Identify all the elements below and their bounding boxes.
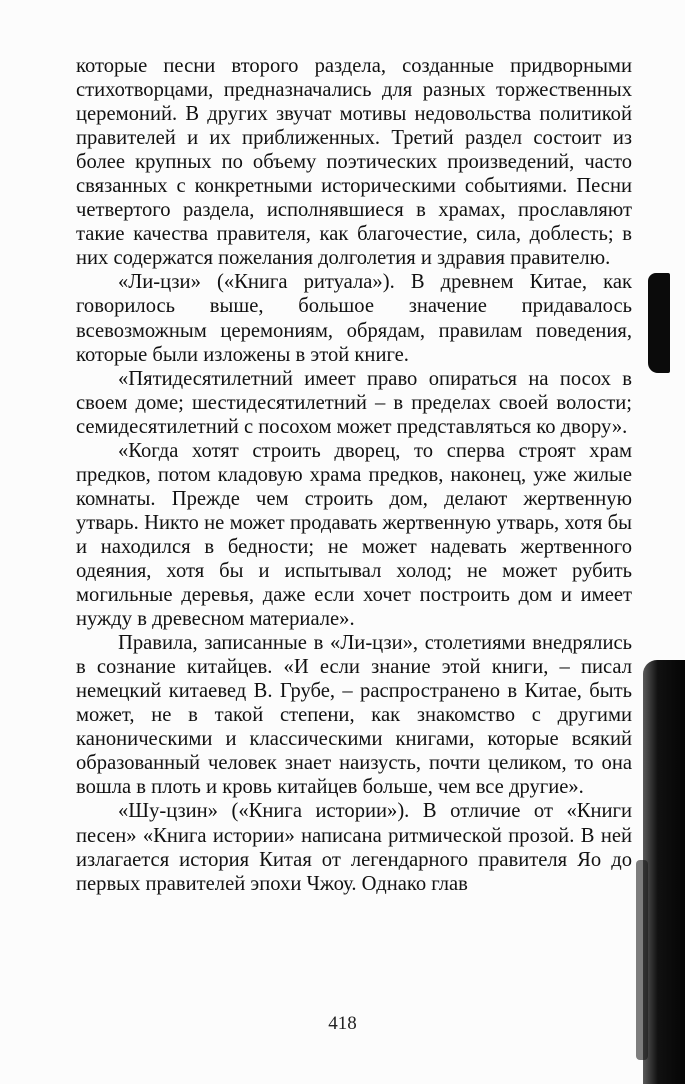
scan-shadow-upper — [648, 273, 670, 373]
paragraph-4: «Когда хотят строить дворец, то сперва строят храм предков, потом кладовую храма предков, наконец, уже жилые комнаты. Прежде чем строить дом, делают жертвенную утварь. Никто не может продавать жертвенную утварь, хотя бы и находился в бедности; не может надевать жертвенного одеяния, хотя бы и испытывал холод; не может рубить могильные деревья, даже если хочет построить дом и имеет нужду в древесном материале». — [76, 439, 632, 631]
paragraph-5: Правила, записанные в «Ли-цзи», столетиями внедрялись в сознание китайцев. «И если знание этой книги, – писал немецкий китаевед В. Грубе, – распространено в Китае, быть может, не в такой степени, как знакомство с другими каноническими и классическими книгами, которые всякий образованный человек знает наизусть, почти целиком, то она вошла в плоть и кровь китайцев больше, чем все другие». — [76, 632, 632, 799]
page-number: 418 — [328, 1013, 357, 1034]
scan-shadow-edge — [636, 860, 648, 1060]
paragraph-3: «Пятидесятилетний имеет право опираться на посох в своем доме; шестидесятилетний – в пределах своей волости; семидесятилетний с посохом может представляться ко двору». — [76, 367, 632, 438]
paragraph-2: «Ли-цзи» («Книга ритуала»). В древнем Китае, как говорилось выше, большое значение придавалось всевозможным церемониям, обрядам, правилам поведения, которые были изложены в этой книге. — [76, 271, 632, 366]
paragraph-6: «Шу-цзин» («Книга истории»). В отличие от «Книги песен» «Книга истории» написана ритмической прозой. В ней излагается история Китая от легендарного правителя Яо до первых правителей эпохи Чжоу. Однако глав — [76, 800, 632, 895]
body-text — [76, 54, 632, 896]
paragraph-1: которые песни второго раздела, созданные придворными стихотворцами, предназначались для разных торжественных церемоний. В других звучат мотивы недовольства политикой правителей и их приближенных. Третий раздел состоит из более крупных по объему поэтических произведений, часто связанных с конкретными историческими событиями. Песни четвертого раздела, исполнявшиеся в храмах, прославляют такие качества правителя, как благочестие, сила, доблесть; в них содержатся пожелания долголетия и здравия правителю. — [76, 55, 632, 270]
scan-shadow-lower — [643, 660, 685, 1084]
